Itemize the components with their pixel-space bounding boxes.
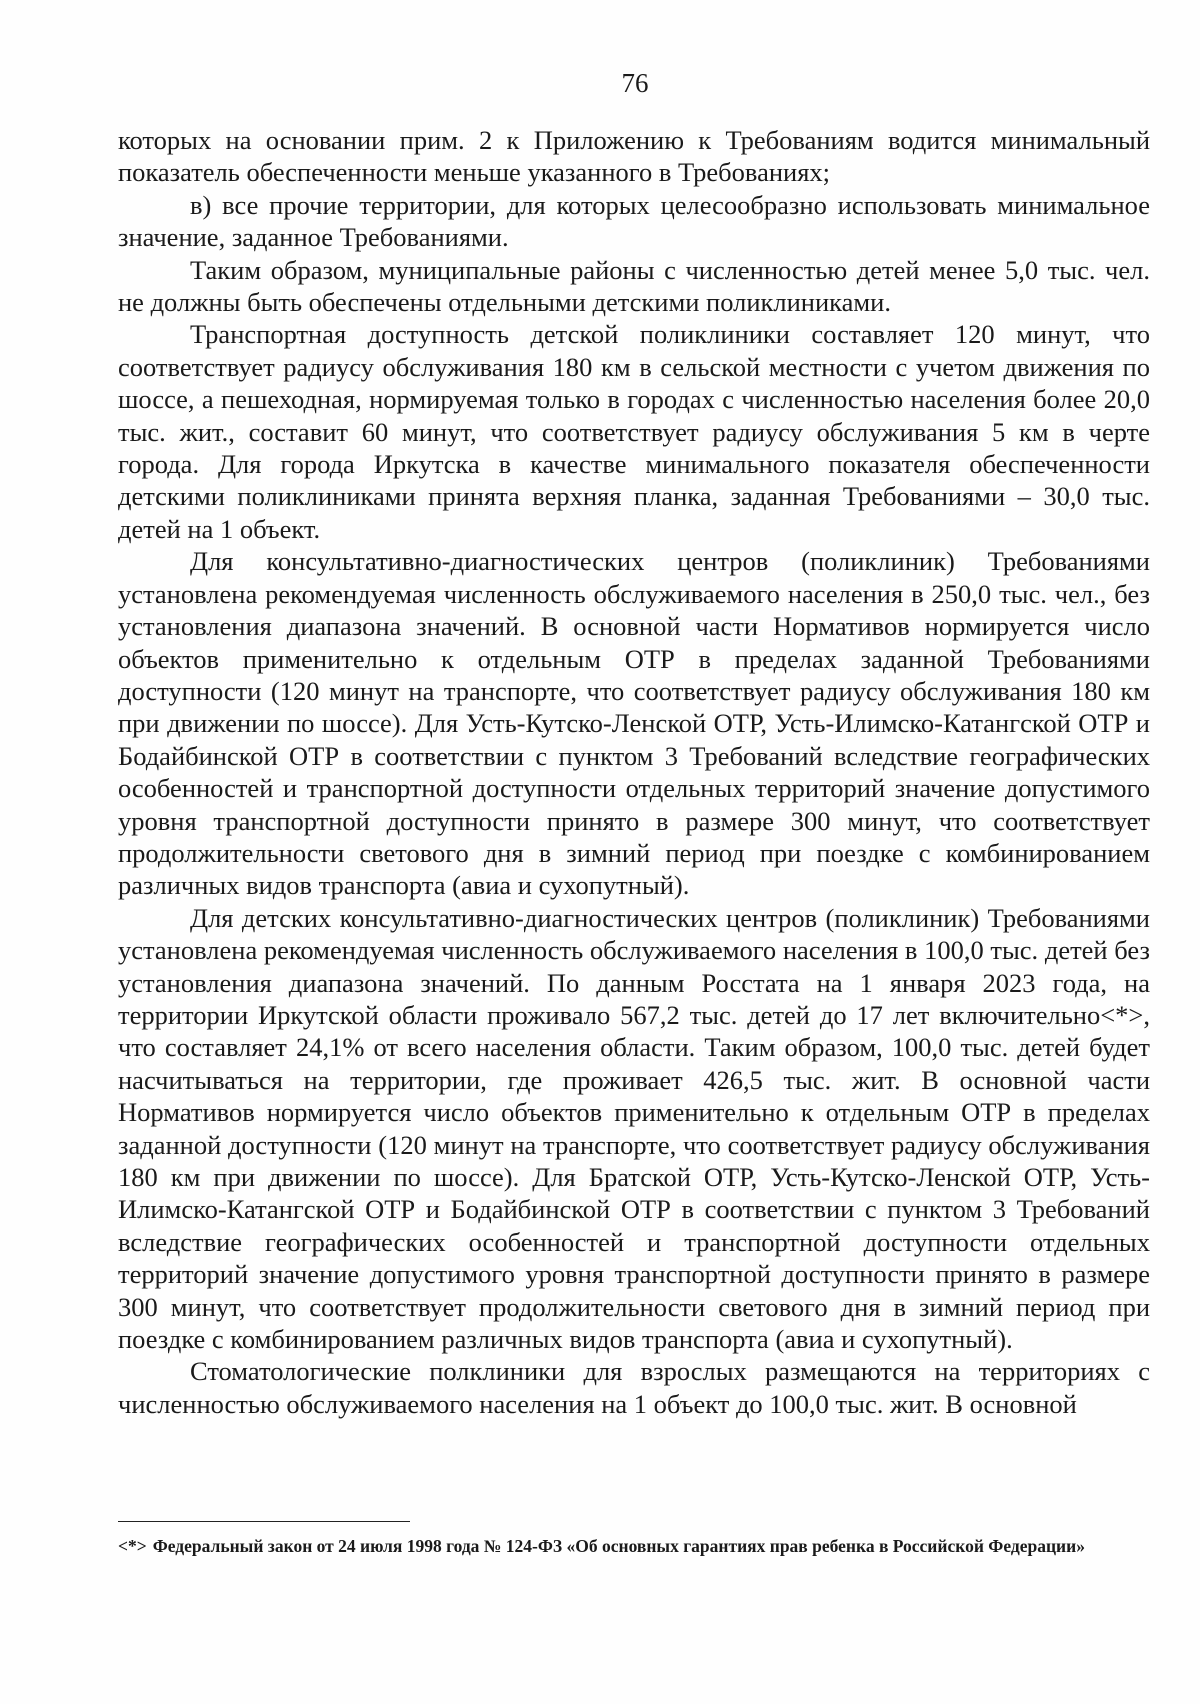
- footnote-marker: <*>: [118, 1536, 147, 1556]
- paragraph-list-item-v: в) все прочие территории, для которых целесообразно использовать минимальное значение, заданное Требованиями.: [118, 189, 1150, 253]
- paragraph-transport-accessibility: Транспортная доступность детской поликлиники составляет 120 минут, что соответствует радиусу обслуживания 180 км в сельской местности с учетом движения по шоссе, а пешеходная, нормируемая только в городах с численностью населения более 20,0 тыс. жит., составит 60 минут, что соответствует радиусу обслуживания 5 км в черте города. Для города Иркутска в качестве минимального показателя обеспеченности детскими поликлиниками принята верхняя планка, заданная Требованиями – 30,0 тыс. детей на 1 объект.: [118, 319, 1150, 544]
- footnote-text: Федеральный закон от 24 июля 1998 года № 124-ФЗ «Об основных гарантиях прав ребенка в Российской Федерации»: [152, 1536, 1085, 1556]
- body-text: [118, 124, 1150, 1420]
- footnote: [118, 1535, 1150, 1558]
- page-number: 76: [621, 68, 649, 98]
- paragraph-diagnostic-centers: Для консультативно-диагностических центров (поликлиник) Требованиями установлена рекомендуемая численность обслуживаемого населения в 250,0 тыс. чел., без установления диапазона значений. В основной части Нормативов нормируется число объектов применительно к отдельным ОТР в пределах заданной Требованиями доступности (120 минут на транспорте, что соответствует радиусу обслуживания 180 км при движении по шоссе). Для Усть-Кутско-Ленской ОТР, Усть-Илимско-Катангской ОТР и Бодайбинской ОТР в соответствии с пунктом 3 Требований вследствие географических особенностей и транспортной доступности отдельных территорий значение допустимого уровня транспортной доступности принято в размере 300 минут, что соответствует продолжительности светового дня в зимний период при поездке с комбинированием различных видов транспорта (авиа и сухопутный).: [118, 546, 1150, 901]
- paragraph-conclusion: Таким образом, муниципальные районы с численностью детей менее 5,0 тыс. чел. не должны быть обеспечены отдельными детскими поликлиниками.: [118, 254, 1150, 318]
- footnote-divider: [118, 1521, 410, 1522]
- paragraph-children-diagnostic-centers: Для детских консультативно-диагностических центров (поликлиник) Требованиями установлена рекомендуемая численность обслуживаемого населения в 100,0 тыс. детей без установления диапазона значений. По данным Росстата на 1 января 2023 года, на территории Иркутской области проживало 567,2 тыс. детей до 17 лет включительно<*>, что составляет 24,1% от всего населения области. Таким образом, 100,0 тыс. детей будет насчитываться на территории, где проживает 426,5 тыс. жит. В основной части Нормативов нормируется число объектов применительно к отдельным ОТР в пределах заданной доступности (120 минут на транспорте, что соответствует радиусу обслуживания 180 км при движении по шоссе). Для Братской ОТР, Усть-Кутско-Ленской ОТР, Усть-Илимско-Катангской ОТР и Бодайбинской ОТР в соответствии с пунктом 3 Требований вследствие географических особенностей и транспортной доступности отдельных территорий значение допустимого уровня транспортной доступности принято в размере 300 минут, что соответствует продолжительности светового дня в зимний период при поездке с комбинированием различных видов транспорта (авиа и сухопутный).: [118, 902, 1150, 1355]
- paragraph-continuation: которых на основании прим. 2 к Приложению к Требованиям водится минимальный показатель обеспеченности меньше указанного в Требованиях;: [118, 125, 1150, 188]
- paragraph-dental-clinics: Стоматологические полклиники для взрослых размещаются на территориях с численностью обслуживаемого населения на 1 объект до 100,0 тыс. жит. В основной: [118, 1356, 1150, 1419]
